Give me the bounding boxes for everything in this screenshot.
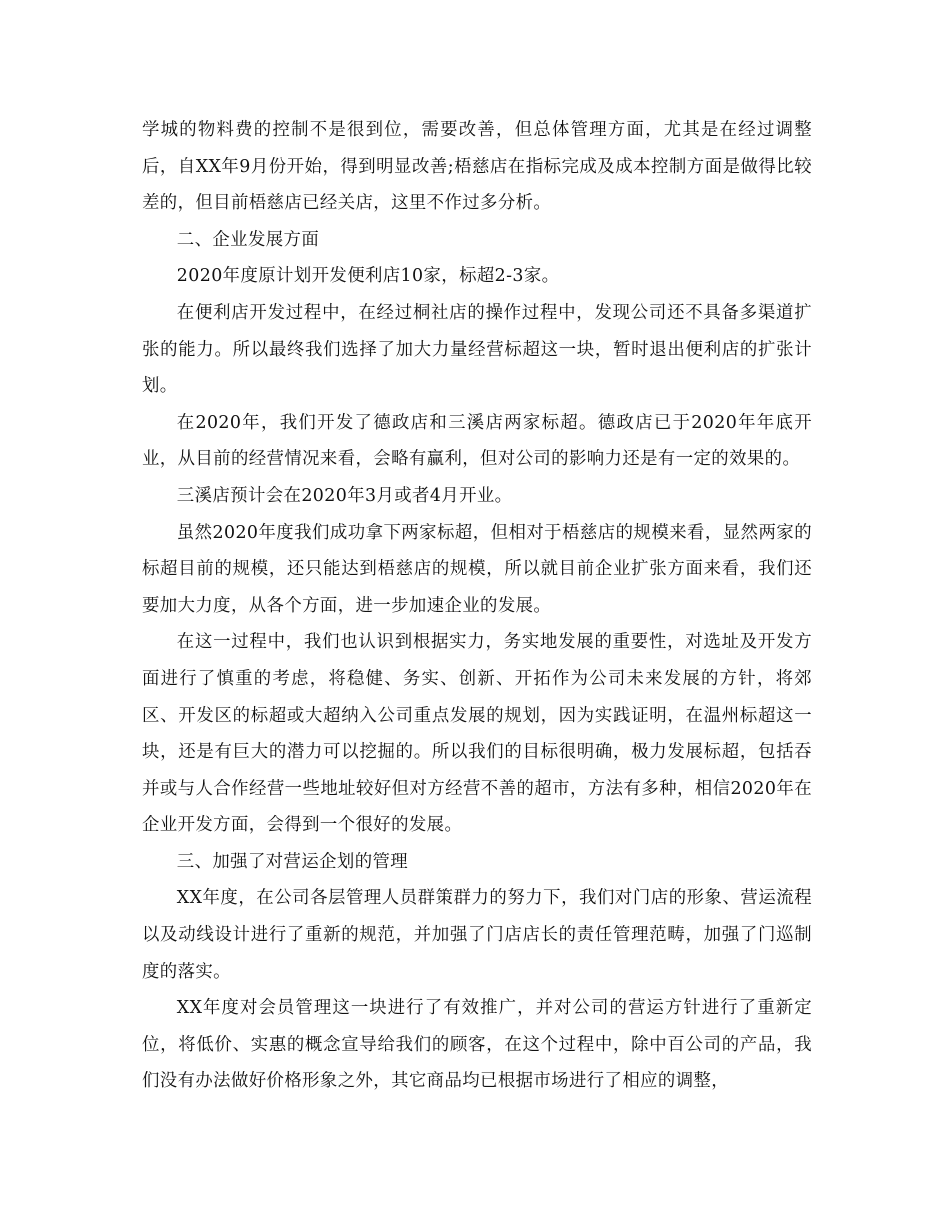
paragraph-new-supermarkets: 在2020年，我们开发了德政店和三溪店两家标超。德政店已于2020年年底开业，从目前的经营情况来看，会略有赢利，但对公司的影响力还是有一定的效果的。	[142, 412, 812, 470]
paragraph-expansion-scale: 虽然2020年度我们成功拿下两家标超，但相对于梧慈店的规模来看，显然两家的标超目前的规模，还只能达到梧慈店的规模，所以就目前企业扩张方面来看，我们还要加大力度，从各个方面，进一步加速企业的发展。	[142, 522, 812, 616]
paragraph-development-strategy: 在这一过程中，我们也认识到根据实力，务实地发展的重要性，对选址及开发方面进行了慎重的考虑，将稳健、务实、创新、开拓作为公司未来发展的方针，将郊区、开发区的标超或大超纳入公司重点发展的规划，因为实践证明，在温州标超这一块，还是有巨大的潜力可以挖掘的。所以我们的目标很明确，极力发展标超，包括吞并或与人合作经营一些地址较好但对方经营不善的超市，方法有多种，相信2020年在企业开发方面，会得到一个很好的发展。	[142, 632, 812, 836]
heading-operations-management: 三、加强了对营运企划的管理	[176, 851, 409, 872]
paragraph-sanxi-opening: 三溪店预计会在2020年3月或者4月开业。	[176, 485, 513, 506]
paragraph-store-standardization: XX年度，在公司各层管理人员群策群力的努力下，我们对门店的形象、营运流程以及动线设计进行了重新的规范，并加强了门店店长的责任管理范畴，加强了门巡制度的落实。	[142, 888, 812, 982]
paragraph-membership-pricing: XX年度对会员管理这一块进行了有效推广，并对公司的营运方针进行了重新定位，将低价、实惠的概念宣导给我们的顾客，在这个过程中，除中百公司的产品，我们没有办法做好价格形象之外，其它商品均已根据市场进行了相应的调整，	[142, 998, 812, 1092]
paragraph-convenience-store-development: 在便利店开发过程中，在经过桐社店的操作过程中，发现公司还不具备多渠道扩张的能力。所以最终我们选择了加大力量经营标超这一块，暂时退出便利店的扩张计划。	[142, 302, 812, 397]
heading-enterprise-development: 二、企业发展方面	[176, 229, 320, 250]
paragraph-annual-plan: 2020年度原计划开发便利店10家，标超2-3家。	[176, 266, 560, 287]
paragraph-purchase-control: 学城的物料费的控制不是很到位，需要改善，但总体管理方面，尤其是在经过调整后，自XX年9月份开始，得到明显改善;梧慈店在指标完成及成本控制方面是做得比较差的，但目前梧慈店已经关店，这里不作过多分析。	[142, 120, 812, 214]
